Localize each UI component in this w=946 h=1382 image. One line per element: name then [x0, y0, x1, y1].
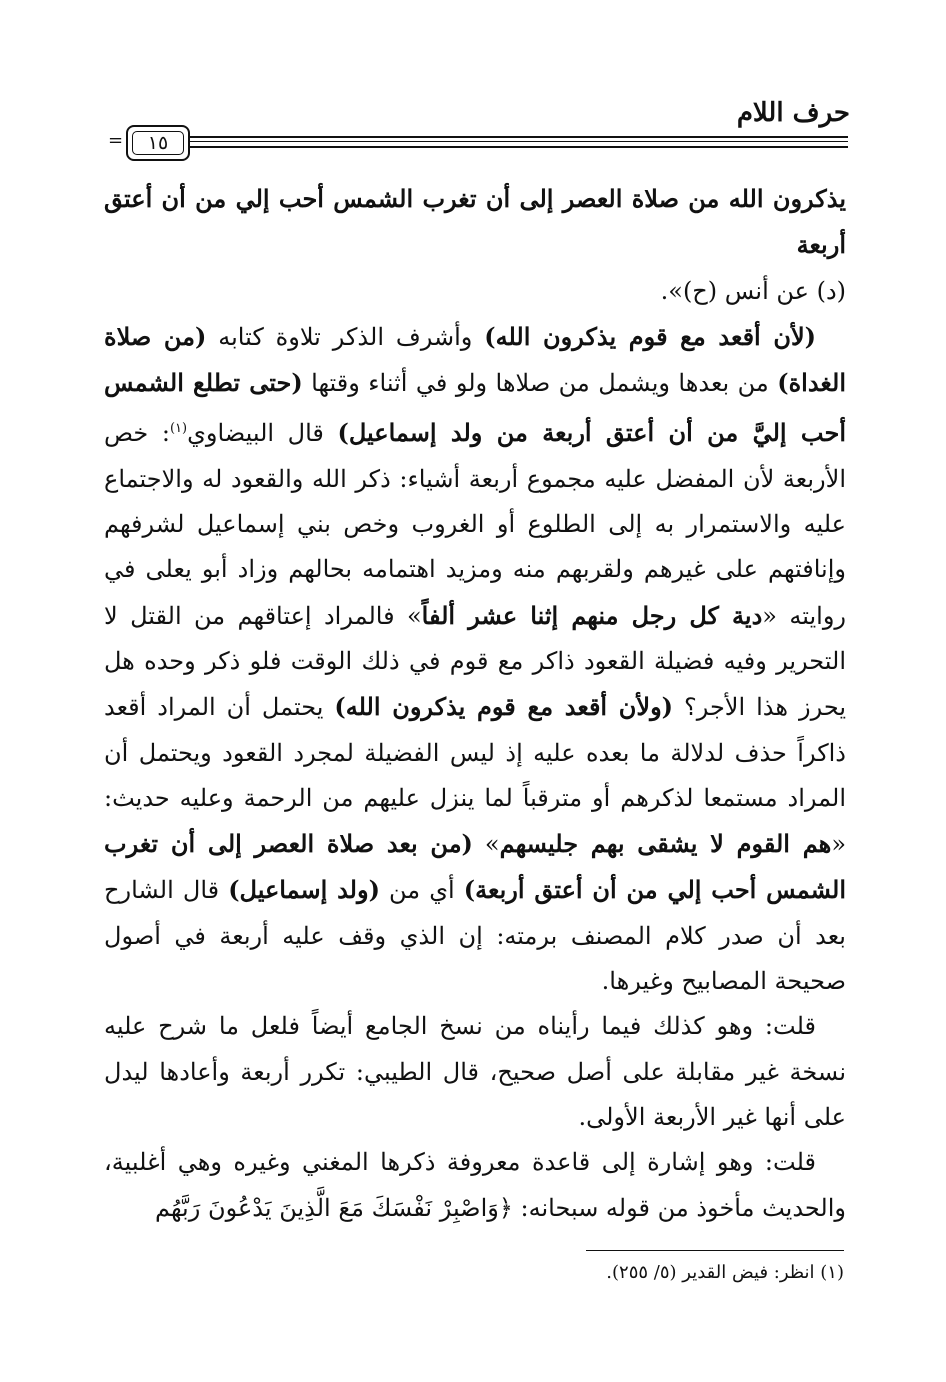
quoted-text: (ولد إسماعيل)	[228, 875, 380, 905]
commentary: يحتمل أن المراد أقعد ذاكراً حذف لدلالة ما بعده عليه إذ ليس الفضيلة لمجرد القعود ويحتمل أن المراد مستمعا لذكرهم أو مترقباً لما ينزل عليهم من الرحمة وعليه حديث: «	[104, 693, 847, 859]
commentary: وأشرف الذكر تلاوة كتابه	[206, 322, 485, 351]
commentary: من بعدها ويشمل من صلاها ولو في أثناء وقتها	[302, 369, 778, 398]
hadith-source: (د) عن أنس (ح)».	[660, 276, 846, 305]
paragraph	[104, 314, 846, 1004]
commentary: قال الشارح بعد أن صدر كلام المصنف برمته: إن الذي وقف عليه أربعة في أصول صحيحة المصابيح وغيرها.	[104, 876, 846, 996]
commentary: » فالمراد إعتاقهم من القتل لا التحرير وفيه فضيلة القعود ذاكر مع قوم في ذلك الوقت فلو ذكر وحده هل يحرز هذا الأجر؟	[104, 601, 846, 722]
footnote-rule	[586, 1250, 844, 1251]
quoted-text: (ولأن أقعد مع قوم يذكرون الله)	[334, 692, 674, 722]
quoted-text: (لأن أقعد مع قوم يذكرون الله)	[484, 321, 817, 351]
hadith-text: يذكرون الله من صلاة العصر إلى أن تغرب الشمس أحب إلي من أن أعتق أربعة	[104, 184, 846, 260]
page-number: ١٥	[132, 131, 184, 155]
commentary: قال البيضاوي	[187, 419, 338, 448]
footnote-marker: (١)	[169, 421, 188, 437]
running-header-title: حرف اللام	[736, 98, 850, 128]
header-rule	[188, 136, 848, 138]
header-rule	[188, 146, 848, 148]
quoted-text: (حتى تطلع الشمس أحب إليَّ من أن أعتق أربعة من ولد إسماعيل)	[104, 368, 846, 448]
paragraph: قلت: وهو إشارة إلى قاعدة معروفة ذكرها المغني وغيره وهي أغلبية، والحديث مأخوذ من قوله سبحانه: ﴿وَاصْبِرْ نَفْسَكَ مَعَ الَّذِينَ يَدْعُونَ رَبَّهُم	[104, 1148, 846, 1222]
header-rule	[188, 141, 848, 142]
footnote: (١) انظر: فيض القدير (٥/ ٢٥٥).	[606, 1262, 844, 1283]
page-number-frame	[126, 125, 190, 161]
commentary: : خص الأربعة لأن المفضل عليه مجموع أربعة أشياء: ذكر الله والقعود له والاجتماع عليه والاستمرار به إلى الطلوع أو الغروب وخص بني إسماعيل لشرفهم وإنافتهم على غيرهم ولقربهم منه ومزيد اهتمامه بحالهم وزاد أبو يعلى في روايته «	[104, 419, 846, 630]
main-text	[104, 176, 846, 1231]
header-ornament: =	[108, 130, 124, 151]
quoted-text: (من بعد صلاة العصر إلى أن تغرب الشمس أحب إلي من أن أعتق أربعة)	[104, 829, 846, 905]
paragraph	[104, 176, 846, 314]
quoted-text: دية كل رجل منهم إثنا عشر ألفاً	[421, 600, 763, 630]
quoted-text: (من صلاة الغداة)	[104, 321, 846, 398]
commentary: أي من	[379, 876, 464, 905]
paragraph: قلت: وهو كذلك فيما رأيناه من نسخ الجامع أيضاً فلعل ما شرح عليه نسخة غير مقابلة على أصل صحيح، قال الطيبي: تكرر أربعة وأعادها ليدل على أنها غير الأربعة الأولى.	[104, 1012, 846, 1131]
commentary: »	[472, 830, 500, 859]
quoted-text: هم القوم لا يشقى بهم جليسهم	[499, 829, 832, 859]
